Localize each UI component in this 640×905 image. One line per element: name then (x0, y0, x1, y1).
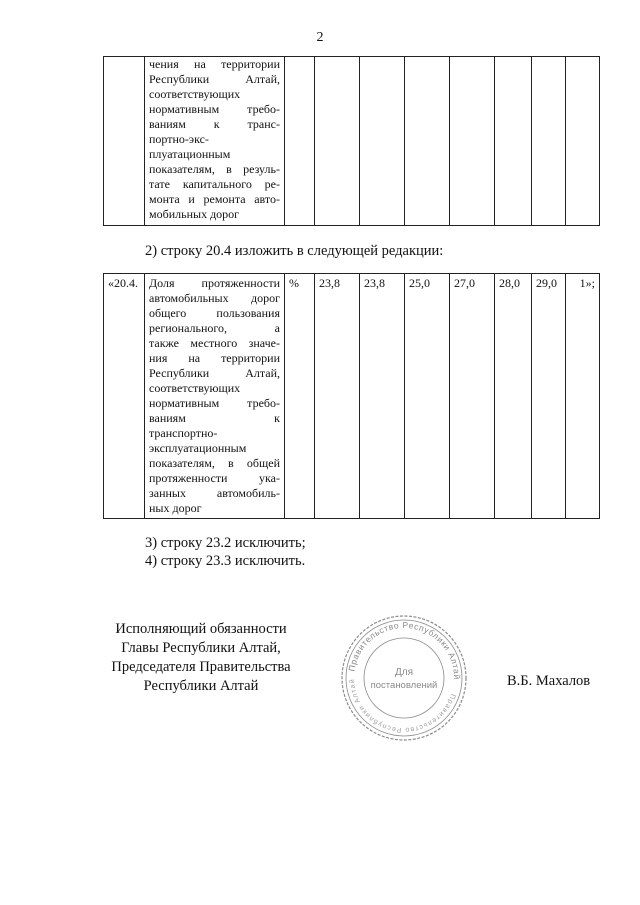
description-line: автомобильных дорог (149, 291, 280, 305)
description-line: тате капитального ре- (149, 177, 280, 191)
value-cell: 28,0 (495, 274, 532, 519)
description-line: показателям, в резуль- (149, 162, 280, 176)
description-line: Республики Алтай, (149, 72, 280, 86)
last-cell: 1»; (566, 274, 600, 519)
description-line: портно-экс- (149, 132, 209, 146)
value-cell: 29,0 (532, 274, 566, 519)
unit-cell: % (285, 274, 315, 519)
instruction-line: 2) строку 20.4 изложить в следующей редакции: (145, 243, 444, 259)
signature-name: В.Б. Махалов (507, 673, 591, 689)
signer-block (96, 620, 306, 696)
description-line: занных автомобиль- (149, 486, 280, 500)
description-line: чения на территории (149, 57, 280, 71)
description-line: также местного значе- (149, 336, 280, 350)
description-line: соответствующих (149, 87, 241, 101)
description-line: ных дорог (149, 501, 202, 515)
stamp-inner-ring (364, 638, 444, 718)
table-fragment (103, 56, 600, 226)
row-number: «20.4. (104, 274, 145, 519)
value-cell (495, 57, 532, 226)
value-cell (450, 57, 495, 226)
stamp-center-line-1: Для (394, 667, 414, 678)
number-cell (104, 57, 145, 226)
value-cell: 23,8 (360, 274, 405, 519)
last-cell (566, 57, 600, 226)
official-stamp (338, 612, 470, 744)
description-line: ния на территории (149, 351, 280, 365)
instruction-line: 3) строку 23.2 исключить; (145, 535, 306, 551)
description-line: общего пользования (149, 306, 280, 320)
stamp-outer-ring (342, 616, 466, 740)
description-line: монта и ремонта авто- (149, 192, 280, 206)
value-cell: 27,0 (450, 274, 495, 519)
description-line: мобильных дорог (149, 207, 240, 221)
signer-title-line: Главы Республики Алтай, (121, 640, 281, 656)
description-line: ваниям к (149, 411, 280, 425)
row-20-4-table (103, 273, 600, 519)
description-line: эксплуатационным (149, 441, 247, 455)
signer-title-line: Исполняющий обязанности (115, 621, 287, 637)
stamp-ring-text-path: Правительство Республики Алтай (346, 619, 463, 680)
description-line: транспортно- (149, 426, 218, 440)
description-line: плуатационным (149, 147, 231, 161)
description-line: регионального, а (149, 321, 280, 335)
value-cell (360, 57, 405, 226)
description-line: Республики Алтай, (149, 366, 280, 380)
value-cell (405, 57, 450, 226)
description-line: ваниям к транс- (149, 117, 280, 131)
value-cell: 25,0 (405, 274, 450, 519)
unit-cell (285, 57, 315, 226)
description-line: соответствующих (149, 381, 241, 395)
description-cell (145, 57, 285, 226)
stamp-ring-text-path-bottom: Правительство Республики Алтай (348, 678, 457, 734)
table-row (104, 274, 600, 519)
value-cell (532, 57, 566, 226)
page-number: 2 (316, 30, 324, 45)
description-cell (145, 274, 285, 519)
value-cell: 23,8 (315, 274, 360, 519)
description-line: Доля протяженности (149, 276, 280, 290)
description-line: протяженности ука- (149, 471, 280, 485)
instruction-line: 4) строку 23.3 исключить. (145, 553, 306, 569)
description-line: нормативным требо- (149, 102, 280, 116)
value-cell (315, 57, 360, 226)
signer-title-line: Председателя Правительства (111, 659, 291, 675)
stamp-center-line-2: постановлений (370, 680, 438, 691)
signer-title-line: Республики Алтай (143, 678, 259, 694)
description-line: показателям, в общей (149, 456, 280, 470)
description-line: нормативным требо- (149, 396, 280, 410)
table-row (104, 57, 600, 226)
